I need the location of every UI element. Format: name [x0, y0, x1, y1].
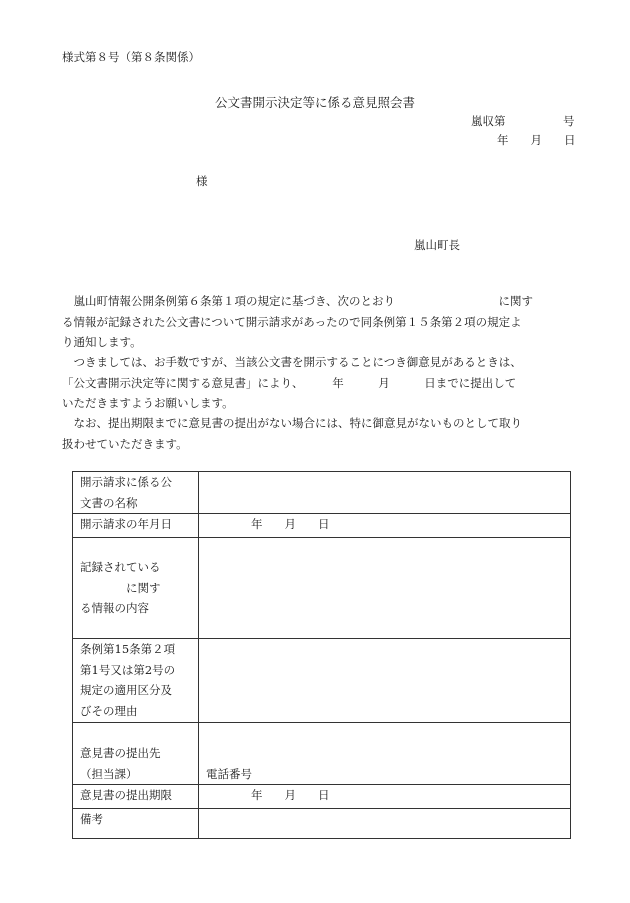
paragraph-line: なお、提出期限までに意見書の提出がない場合には、特に御意見がないものとして取り [62, 416, 522, 430]
table-row [73, 514, 571, 538]
table-row [73, 809, 571, 839]
paragraph-line: いただきますようお願いします。 [62, 396, 234, 410]
table-row [73, 639, 571, 723]
row-label: 条例第15条第２項 第1号又は第2号の 規定の適用区分及 びその理由 [73, 639, 199, 723]
submission-deadline-field[interactable]: 年 月 日 [199, 785, 571, 809]
submission-destination-field[interactable] [199, 723, 571, 785]
request-date-field[interactable]: 年 月 日 [199, 514, 571, 538]
remarks-field[interactable] [199, 809, 571, 839]
paragraph-line: る情報が記録された公文書について開示請求があったので同条例第１５条第２項の規定よ [62, 314, 522, 329]
table-row [73, 472, 571, 514]
paragraph-line: 「公文書開示決定等に関する意見書」により、 年 月 日までに提出して [62, 375, 517, 390]
table-row [73, 785, 571, 809]
paragraph-line: 扱わせていただきます。 [62, 436, 188, 451]
addressee-honorific: 様 [196, 174, 208, 188]
sender-name: 嵐山町長 [414, 238, 460, 252]
paragraph-deadline-note [62, 413, 582, 454]
reference-suffix: 号 [563, 114, 575, 128]
table-row [73, 538, 571, 639]
row-label: 開示請求に係る公 文書の名称 [73, 472, 199, 514]
document-title: 公文書開示決定等に係る意見照会書 [214, 95, 415, 110]
information-table [72, 471, 571, 839]
information-content-field[interactable] [199, 538, 571, 639]
row-label: 意見書の提出期限 [73, 785, 199, 809]
document-name-field[interactable] [199, 472, 571, 514]
paragraph-notice [62, 291, 582, 353]
month-label: 月 [530, 133, 542, 147]
row-label: 意見書の提出先 （担当課） [73, 723, 199, 785]
phone-number-label: 電話番号 [206, 766, 252, 781]
row-label: 記録されている に関す る情報の内容 [73, 538, 199, 639]
paragraph-line: り通知します。 [62, 335, 142, 349]
row-label: 備考 [73, 809, 199, 839]
year-label: 年 [497, 133, 509, 147]
day-label: 日 [564, 133, 576, 147]
applicable-category-field[interactable] [199, 639, 571, 723]
row-label: 開示請求の年月日 [73, 514, 199, 538]
issue-date [497, 132, 576, 148]
paragraph-line: 嵐山町情報公開条例第６条第１項の規定に基づき、次のとおり に関す [62, 294, 534, 308]
form-number: 様式第８号（第８条関係） [62, 50, 200, 64]
paragraph-line: つきましては、お手数ですが、当該公文書を開示することにつき御意見があるときは、 [62, 355, 522, 369]
table-row [73, 723, 571, 785]
paragraph-request [62, 352, 582, 414]
reference-prefix: 嵐収第 [471, 114, 506, 128]
